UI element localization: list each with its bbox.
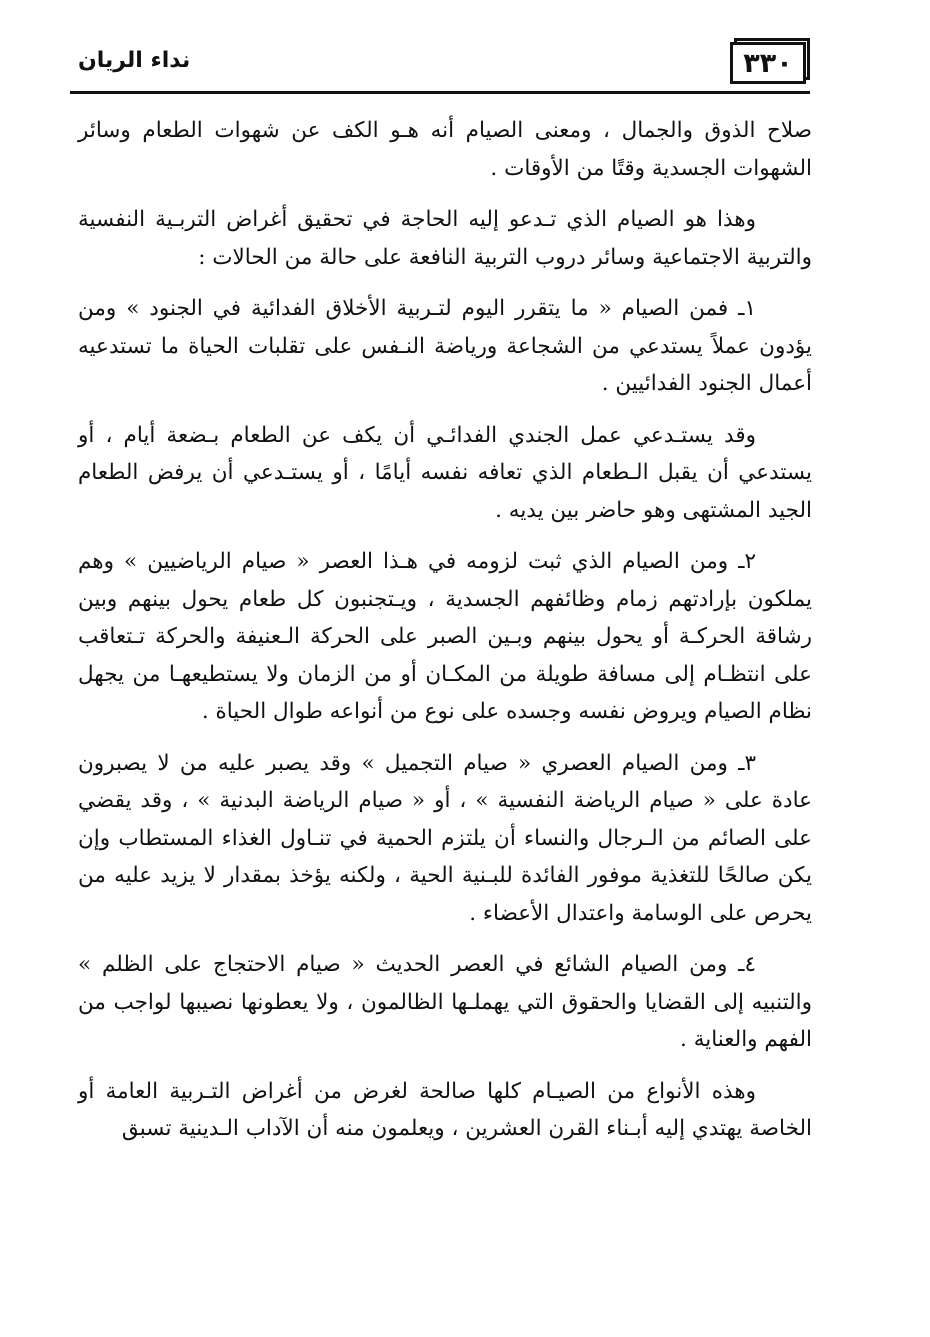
paragraph: وقد يستـدعي عمل الجندي الفدائـي أن يكف عن الطعام بـضعة أيام ، أو يستدعي أن يقبل الـطعام الذي تعافه نفسه أيامًا ، أو يستـدعي أن يرفض الطعام الجيد المشتهى وهو حاضر بين يديه . <box>78 422 812 523</box>
paragraph: وهذه الأنواع من الصيـام كلها صالحة لغرض من أغراض التـربية العامة أو الخاصة يهتدي إليه أبـناء القرن العشرين ، ويعلمون منه أن الآداب الـدينية تسبق <box>78 1078 812 1141</box>
header-rule <box>70 91 810 94</box>
page-body <box>78 112 812 1162</box>
list-item: ٢ـ ومن الصيام الذي ثبت لزومه في هـذا العصر « صيام الرياضيين » وهم يملكون بإرادتهم زمام وظائفهم الجسدية ، ويـتجنبون كل طعام يحول بينهم وبين رشاقة الحركـة أو يحول بينهم وبـين الصبر على الحركة الـعنيفة والحركة تـتعاقب على انتظـام إلى مسافة طويلة من المكـان أو من الزمان ولا يستطيعهـا من يجهل نظام الصيام ويروض نفسه وجسده على نوع من أنواعه طوال الحياة . <box>78 549 812 724</box>
running-title: نداء الريان <box>78 48 191 73</box>
paragraph: صلاح الذوق والجمال ، ومعنى الصيام أنه هـو الكف عن شهوات الطعام وسائر الشهوات الجسدية وقتًا من الأوقات . <box>78 118 812 181</box>
list-item: ٣ـ ومن الصيام العصري « صيام التجميل » وقد يصبر عليه من لا يصبرون عادة على « صيام الرياضة النفسية » ، أو « صيام الرياضة البدنية » ، وقد يقضي على الصائم من الـرجال والنساء أن يلتزم الحمية في تنـاول الغذاء المستطاب وإن يكن صالحًا للتغذية موفور الفائدة للبـنية الحية ، ولكنه يؤخذ بمقدار لا يزيد عليه من يحرص على الوسامة واعتدال الأعضاء . <box>78 750 812 926</box>
list-item: ٤ـ ومن الصيام الشائع في العصر الحديث « صيام الاحتجاج على الظلم » والتنبيه إلى القضايا والحقوق التي يهملـها الظالمون ، ولا يعطونها نصيبها لواجب من الفهم والعناية . <box>78 952 812 1052</box>
page-header <box>70 38 810 94</box>
page-number: ٣٣٠ <box>730 42 806 84</box>
paragraph: وهذا هو الصيام الذي تـدعو إليه الحاجة في تحقيق أغراض التربـية النفسية والتربية الاجتماعية وسائر دروب التربية النافعة على حالة من الحالات : <box>78 207 812 270</box>
list-item: ١ـ فمن الصيام « ما يتقرر اليوم لتـربية الأخلاق الفدائية في الجنود » ومن يؤدون عملاً يستدعي من الشجاعة ورياضة النـفس على تقلبات الحياة ما تستدعيه أعمال الجنود الفدائيين . <box>78 296 812 396</box>
